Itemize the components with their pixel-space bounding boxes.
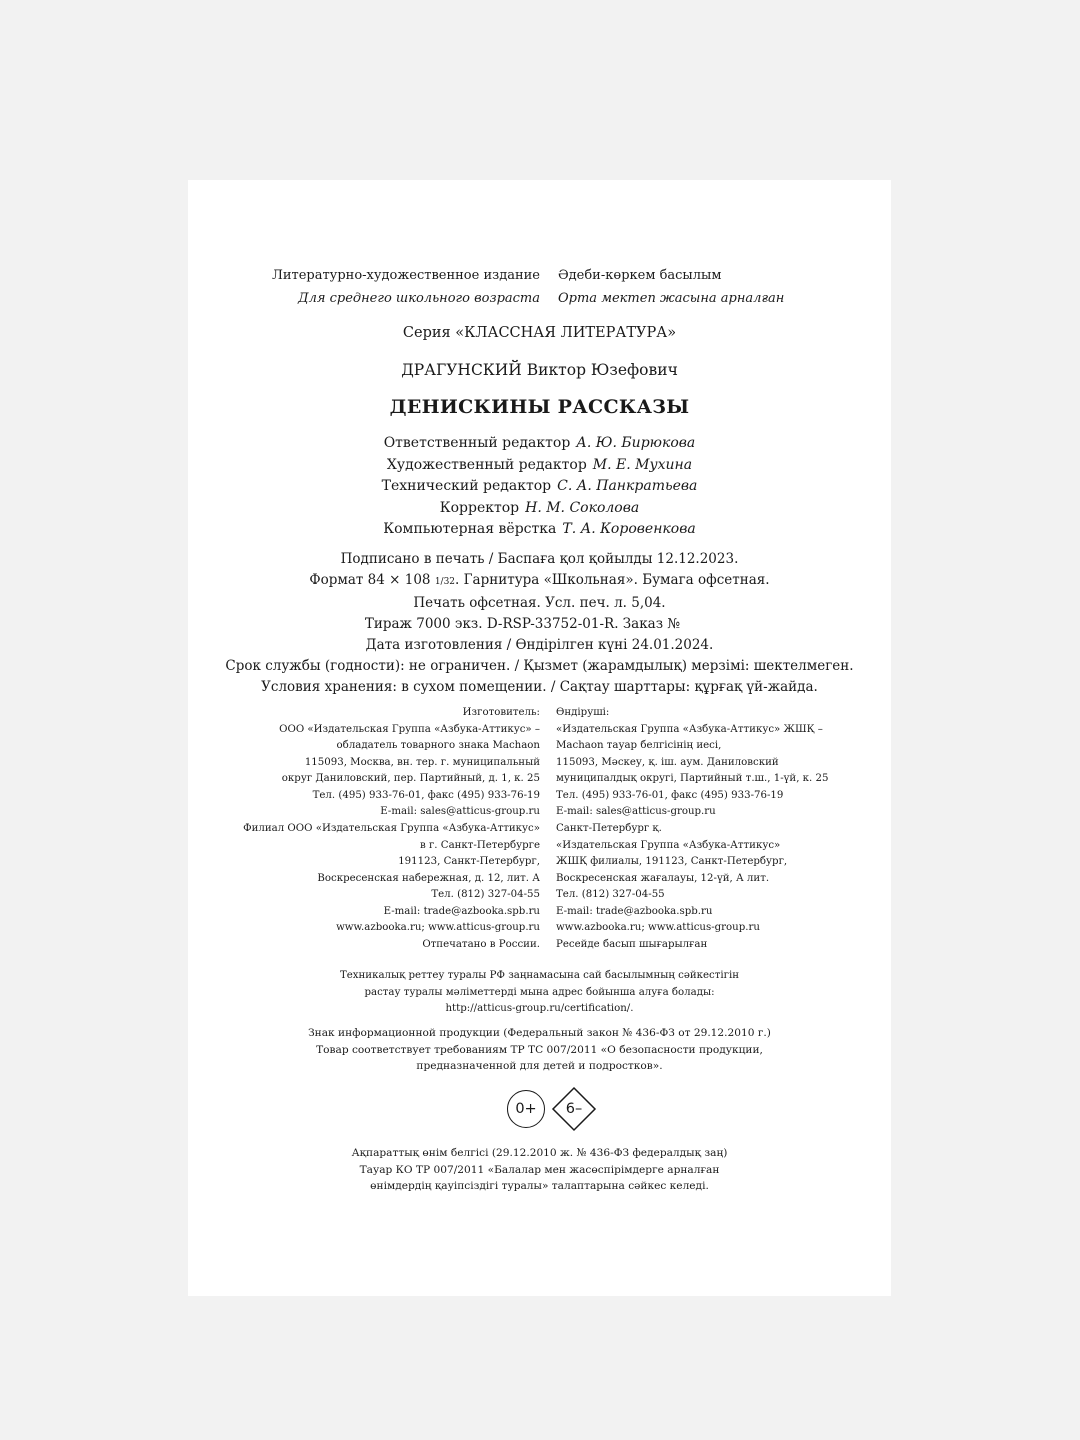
date-line: Дата изготовления / Өндірілген күні 24.01.2024.	[365, 637, 714, 653]
credit-name: Т. А. Коровенкова	[562, 521, 696, 537]
print-line: Печать офсетная. Усл. печ. л. 5,04.	[413, 595, 666, 611]
credit-name: С. А. Панкратьева	[557, 478, 698, 494]
storage-line: Условия хранения: в сухом помещении. / Сақтау шарттары: құрғақ үй-жайда.	[261, 679, 818, 695]
printed-in-line: Ресейде басып шығарылған	[556, 938, 708, 950]
info-line: Тауар КО ТР 007/2011 «Балалар мен жасөспірімдерге арналған	[359, 1163, 720, 1176]
edition-type-ru: Литературно-художественное издание	[272, 268, 540, 283]
credit-role: Корректор	[439, 499, 520, 516]
info-line: Товар соответствует требованиям ТР ТС 007/2011 «О безопасности продукции,	[316, 1043, 763, 1056]
imprint-page	[188, 180, 891, 1296]
format-text-2: . Гарнитура «Школьная». Бумага офсетная.	[455, 572, 770, 588]
branch-line: в г. Санкт-Петербурге	[419, 839, 540, 851]
age-kz: Орта мектеп жасына арналған	[558, 291, 785, 306]
cert-line: http://atticus-group.ru/certification/.	[445, 1003, 634, 1014]
signed-line: Подписано в печать / Баспаға қол қойылды 12.12.2023.	[340, 551, 739, 567]
edition-type-kz: Әдеби-көркем басылым	[558, 268, 722, 283]
maker-line: Өндіруші:	[556, 707, 610, 718]
maker-line: обладатель товарного знака Machaon	[336, 740, 540, 751]
info-line: предназначенной для детей и подростков».	[416, 1060, 663, 1072]
web-kz	[556, 920, 760, 953]
cert-line: Техникалық реттеу туралы РФ заңнамасына сай басылымның сәйкестігін	[339, 970, 740, 981]
age-ru: Для среднего школьного возраста	[298, 291, 540, 306]
branch-line: 191123, Санкт-Петербург,	[398, 856, 540, 867]
manufacturer-kz	[556, 705, 829, 821]
credit-role: Художественный редактор	[386, 456, 587, 473]
credit-line	[188, 498, 891, 520]
branch-line: Воскресенская жағалауы, 12-үй, А лит.	[556, 872, 770, 884]
web-ru	[336, 920, 540, 953]
maker-line: муниципалдық округі, Партийный т.ш., 1-үй, к. 25	[556, 773, 829, 784]
credit-role: Технический редактор	[381, 478, 552, 494]
maker-line: округ Даниловский, пер. Партийный, д. 1, к. 25	[281, 773, 540, 784]
maker-line: ООО «Издательская Группа «Азбука-Аттикус» –	[279, 723, 540, 735]
header-right	[558, 264, 784, 310]
certification-block	[188, 968, 891, 1018]
header-left	[272, 264, 540, 310]
format-line	[188, 570, 891, 593]
age-rating-6-text: 6–	[565, 1101, 583, 1117]
branch-line: Тел. (812) 327-04-55	[431, 889, 540, 900]
web-line: www.azbooka.ru; www.atticus-group.ru	[556, 922, 760, 933]
cert-line: растау туралы мәліметтерді мына адрес бойынша алуға болады:	[364, 986, 715, 998]
maker-line: 115093, Москва, вн. тер. г. муниципальный	[304, 756, 540, 768]
branch-kz	[556, 821, 787, 920]
maker-line: 115093, Мәскеу, қ. іш. аум. Даниловский	[556, 756, 779, 768]
credit-name: А. Ю. Бирюкова	[576, 435, 696, 451]
credit-line	[188, 433, 891, 455]
technical-block	[188, 549, 891, 698]
info-line: Знак информационной продукции (Федеральный закон № 436-ФЗ от 29.12.2010 г.)	[308, 1027, 771, 1039]
web-line: www.azbooka.ru; www.atticus-group.ru	[336, 922, 540, 933]
age-rating-0-badge	[507, 1090, 545, 1128]
credit-line	[188, 455, 891, 477]
run-line	[188, 614, 891, 635]
series-line: Серия «КЛАССНАЯ ЛИТЕРАТУРА»	[402, 325, 677, 341]
credit-line	[188, 519, 891, 541]
branch-line: Филиал ООО «Издательская Группа «Азбука-Аттикус»	[243, 823, 540, 834]
maker-line: Изготовитель:	[462, 707, 540, 718]
branch-line: ЖШҚ филиалы, 191123, Санкт-Петербург,	[556, 856, 788, 867]
credit-role: Компьютерная вёрстка	[383, 521, 557, 537]
branch-line: Санкт-Петербург қ.	[556, 823, 662, 834]
age-rating-0-text: 0+	[515, 1101, 537, 1117]
maker-line: «Издательская Группа «Азбука-Аттикус» ЖШҚ –	[556, 723, 823, 735]
author-line: ДРАГУНСКИЙ Виктор Юзефович	[401, 361, 678, 379]
branch-line: E-mail: trade@azbooka.spb.ru	[556, 905, 713, 917]
book-title: ДЕНИСКИНЫ РАССКАЗЫ	[389, 396, 690, 418]
maker-line: Тел. (495) 933-76-01, факс (495) 933-76-19	[556, 789, 784, 801]
branch-line: Тел. (812) 327-04-55	[556, 889, 665, 900]
format-fraction: 1/32	[434, 577, 456, 587]
branch-line: E-mail: trade@azbooka.spb.ru	[383, 905, 540, 917]
credit-line	[188, 476, 891, 498]
credits-block	[188, 433, 891, 541]
service-line: Срок службы (годности): не ограничен. / Қызмет (жарамдылық) мерзімі: шектелмеген.	[225, 658, 854, 674]
maker-line: E-mail: sales@atticus-group.ru	[556, 806, 716, 817]
maker-line: Machaon тауар белгісінің иесі,	[556, 740, 722, 751]
maker-line: Тел. (495) 933-76-01, факс (495) 933-76-19	[312, 789, 540, 801]
credit-name: М. Е. Мухина	[592, 456, 693, 473]
branch-line: Воскресенская набережная, д. 12, лит. А	[317, 872, 540, 884]
credit-role: Ответственный редактор	[383, 435, 571, 451]
printed-in-line: Отпечатано в России.	[422, 938, 540, 950]
format-text: Формат 84 × 108	[309, 572, 435, 588]
branch-ru	[243, 821, 540, 920]
credit-name: Н. М. Соколова	[525, 499, 640, 516]
info-line: Ақпараттық өнім белгісі (29.12.2010 ж. № 436-ФЗ федералдық заң)	[351, 1147, 728, 1159]
branch-line: «Издательская Группа «Азбука-Аттикус»	[556, 839, 781, 851]
age-rating-6-badge	[551, 1086, 597, 1132]
info-product-ru	[188, 1025, 891, 1075]
manufacturer-ru	[279, 705, 540, 821]
maker-line: E-mail: sales@atticus-group.ru	[380, 806, 540, 817]
info-line: өнімдердің қауіпсіздігі туралы» талаптарына сәйкес келеді.	[370, 1180, 709, 1192]
info-product-kz	[188, 1145, 891, 1195]
run-text: Тираж 7000 экз. D-RSP-33752-01-R. Заказ №	[364, 616, 681, 632]
